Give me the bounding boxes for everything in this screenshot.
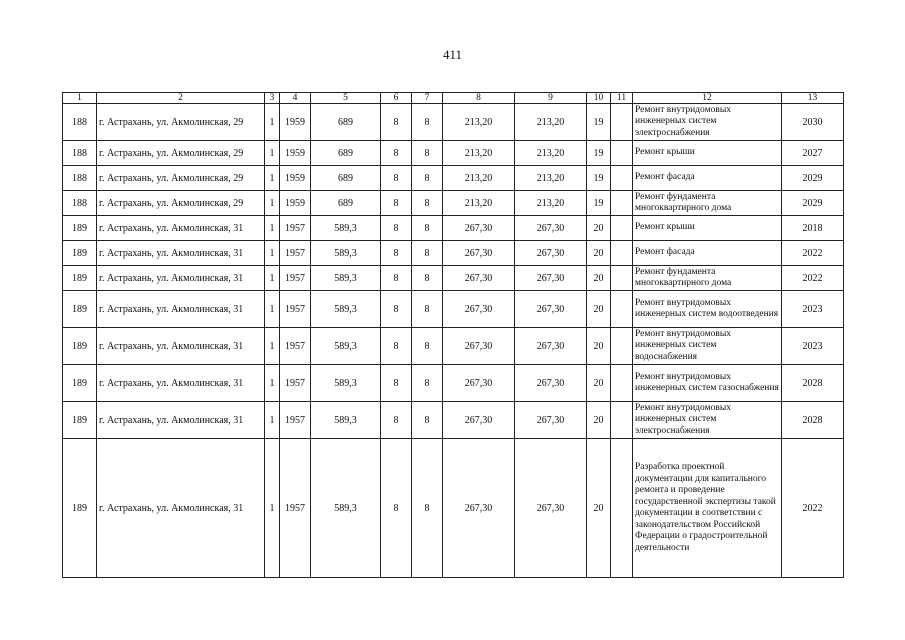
buildings-count-cell: 1	[265, 141, 280, 166]
header-cell: 6	[381, 93, 412, 104]
year-cell: 2029	[782, 191, 844, 216]
table-row	[63, 191, 844, 216]
living-area-cell: 213,20	[443, 141, 515, 166]
area-total-cell: 267,30	[515, 365, 587, 402]
table-row	[63, 166, 844, 191]
total-area-cell: 689	[311, 104, 381, 141]
row-number-cell: 189	[63, 266, 97, 291]
area-total-cell: 267,30	[515, 291, 587, 328]
work-type-cell: Ремонт крыши	[633, 216, 782, 241]
storeys-cell: 8	[412, 328, 443, 365]
total-area-cell: 689	[311, 191, 381, 216]
header-cell: 1	[63, 93, 97, 104]
year-cell: 2028	[782, 365, 844, 402]
address-cell: г. Астрахань, ул. Акмолинская, 29	[97, 191, 265, 216]
row-number-cell: 189	[63, 402, 97, 439]
build-year-cell: 1959	[280, 166, 311, 191]
area-total-cell: 267,30	[515, 216, 587, 241]
area-total-cell: 267,30	[515, 328, 587, 365]
residents-cell: 20	[587, 241, 611, 266]
blank-cell	[611, 216, 633, 241]
buildings-count-cell: 1	[265, 328, 280, 365]
floors-cell: 8	[381, 104, 412, 141]
table-row	[63, 402, 844, 439]
blank-cell	[611, 141, 633, 166]
total-area-cell: 589,3	[311, 241, 381, 266]
total-area-cell: 589,3	[311, 266, 381, 291]
living-area-cell: 267,30	[443, 266, 515, 291]
work-type-cell: Ремонт фундамента многоквартирного дома	[633, 266, 782, 291]
repair-schedule-table	[62, 92, 844, 578]
area-total-cell: 213,20	[515, 166, 587, 191]
blank-cell	[611, 402, 633, 439]
year-cell: 2023	[782, 291, 844, 328]
blank-cell	[611, 191, 633, 216]
floors-cell: 8	[381, 439, 412, 578]
residents-cell: 20	[587, 291, 611, 328]
buildings-count-cell: 1	[265, 266, 280, 291]
table-row	[63, 291, 844, 328]
column-number-header-row	[63, 93, 844, 104]
table-row	[63, 216, 844, 241]
header-cell: 8	[443, 93, 515, 104]
build-year-cell: 1957	[280, 328, 311, 365]
build-year-cell: 1959	[280, 104, 311, 141]
row-number-cell: 188	[63, 191, 97, 216]
header-cell: 4	[280, 93, 311, 104]
residents-cell: 19	[587, 166, 611, 191]
work-type-cell: Ремонт внутридомовых инженерных систем водоснабжения	[633, 328, 782, 365]
living-area-cell: 213,20	[443, 191, 515, 216]
living-area-cell: 267,30	[443, 439, 515, 578]
total-area-cell: 589,3	[311, 216, 381, 241]
header-cell: 7	[412, 93, 443, 104]
build-year-cell: 1957	[280, 266, 311, 291]
address-cell: г. Астрахань, ул. Акмолинская, 31	[97, 328, 265, 365]
work-type-cell: Ремонт фундамента многоквартирного дома	[633, 191, 782, 216]
storeys-cell: 8	[412, 402, 443, 439]
storeys-cell: 8	[412, 216, 443, 241]
table-row	[63, 141, 844, 166]
residents-cell: 20	[587, 402, 611, 439]
living-area-cell: 213,20	[443, 104, 515, 141]
table-row	[63, 266, 844, 291]
work-type-cell: Ремонт внутридомовых инженерных систем электроснабжения	[633, 104, 782, 141]
total-area-cell: 689	[311, 166, 381, 191]
floors-cell: 8	[381, 266, 412, 291]
address-cell: г. Астрахань, ул. Акмолинская, 29	[97, 141, 265, 166]
row-number-cell: 188	[63, 141, 97, 166]
year-cell: 2027	[782, 141, 844, 166]
work-type-cell: Ремонт внутридомовых инженерных систем водоотведения	[633, 291, 782, 328]
row-number-cell: 189	[63, 291, 97, 328]
year-cell: 2030	[782, 104, 844, 141]
storeys-cell: 8	[412, 191, 443, 216]
buildings-count-cell: 1	[265, 191, 280, 216]
address-cell: г. Астрахань, ул. Акмолинская, 31	[97, 291, 265, 328]
page-number: 411	[442, 47, 463, 62]
storeys-cell: 8	[412, 365, 443, 402]
floors-cell: 8	[381, 241, 412, 266]
build-year-cell: 1957	[280, 241, 311, 266]
blank-cell	[611, 328, 633, 365]
living-area-cell: 267,30	[443, 328, 515, 365]
area-total-cell: 213,20	[515, 141, 587, 166]
table-row	[63, 104, 844, 141]
address-cell: г. Астрахань, ул. Акмолинская, 31	[97, 266, 265, 291]
residents-cell: 20	[587, 439, 611, 578]
blank-cell	[611, 166, 633, 191]
address-cell: г. Астрахань, ул. Акмолинская, 31	[97, 241, 265, 266]
blank-cell	[611, 439, 633, 578]
build-year-cell: 1957	[280, 216, 311, 241]
buildings-count-cell: 1	[265, 104, 280, 141]
buildings-count-cell: 1	[265, 216, 280, 241]
header-cell: 9	[515, 93, 587, 104]
floors-cell: 8	[381, 141, 412, 166]
year-cell: 2022	[782, 241, 844, 266]
header-cell: 5	[311, 93, 381, 104]
work-type-cell: Ремонт фасада	[633, 166, 782, 191]
residents-cell: 19	[587, 104, 611, 141]
build-year-cell: 1957	[280, 291, 311, 328]
row-number-cell: 189	[63, 241, 97, 266]
storeys-cell: 8	[412, 104, 443, 141]
total-area-cell: 589,3	[311, 439, 381, 578]
header-cell: 12	[633, 93, 782, 104]
address-cell: г. Астрахань, ул. Акмолинская, 29	[97, 104, 265, 141]
header-cell: 11	[611, 93, 633, 104]
work-type-cell: Ремонт внутридомовых инженерных систем газоснабжения	[633, 365, 782, 402]
residents-cell: 20	[587, 328, 611, 365]
living-area-cell: 213,20	[443, 166, 515, 191]
floors-cell: 8	[381, 291, 412, 328]
total-area-cell: 589,3	[311, 291, 381, 328]
address-cell: г. Астрахань, ул. Акмолинская, 31	[97, 216, 265, 241]
address-cell: г. Астрахань, ул. Акмолинская, 29	[97, 166, 265, 191]
year-cell: 2028	[782, 402, 844, 439]
table-row	[63, 328, 844, 365]
blank-cell	[611, 241, 633, 266]
year-cell: 2018	[782, 216, 844, 241]
total-area-cell: 589,3	[311, 365, 381, 402]
work-type-cell: Разработка проектной документации для капитального ремонта и проведение государственной экспертизы такой документации в соответствии с законодательством Российской Федерации о градостроительной деятельности	[633, 439, 782, 578]
floors-cell: 8	[381, 166, 412, 191]
address-cell: г. Астрахань, ул. Акмолинская, 31	[97, 439, 265, 578]
area-total-cell: 267,30	[515, 266, 587, 291]
address-cell: г. Астрахань, ул. Акмолинская, 31	[97, 365, 265, 402]
row-number-cell: 188	[63, 166, 97, 191]
row-number-cell: 189	[63, 216, 97, 241]
header-cell: 10	[587, 93, 611, 104]
blank-cell	[611, 291, 633, 328]
floors-cell: 8	[381, 216, 412, 241]
storeys-cell: 8	[412, 291, 443, 328]
floors-cell: 8	[381, 402, 412, 439]
area-total-cell: 267,30	[515, 439, 587, 578]
row-number-cell: 189	[63, 365, 97, 402]
total-area-cell: 589,3	[311, 402, 381, 439]
residents-cell: 20	[587, 216, 611, 241]
year-cell: 2023	[782, 328, 844, 365]
buildings-count-cell: 1	[265, 291, 280, 328]
residents-cell: 20	[587, 365, 611, 402]
buildings-count-cell: 1	[265, 402, 280, 439]
buildings-count-cell: 1	[265, 166, 280, 191]
build-year-cell: 1957	[280, 365, 311, 402]
total-area-cell: 589,3	[311, 328, 381, 365]
storeys-cell: 8	[412, 439, 443, 578]
residents-cell: 20	[587, 266, 611, 291]
buildings-count-cell: 1	[265, 439, 280, 578]
buildings-count-cell: 1	[265, 365, 280, 402]
row-number-cell: 189	[63, 439, 97, 578]
table-row	[63, 439, 844, 578]
living-area-cell: 267,30	[443, 291, 515, 328]
header-cell: 13	[782, 93, 844, 104]
build-year-cell: 1959	[280, 191, 311, 216]
living-area-cell: 267,30	[443, 241, 515, 266]
buildings-count-cell: 1	[265, 241, 280, 266]
blank-cell	[611, 365, 633, 402]
area-total-cell: 267,30	[515, 241, 587, 266]
address-cell: г. Астрахань, ул. Акмолинская, 31	[97, 402, 265, 439]
floors-cell: 8	[381, 328, 412, 365]
total-area-cell: 689	[311, 141, 381, 166]
area-total-cell: 213,20	[515, 104, 587, 141]
build-year-cell: 1959	[280, 141, 311, 166]
table-row	[63, 241, 844, 266]
row-number-cell: 189	[63, 328, 97, 365]
living-area-cell: 267,30	[443, 216, 515, 241]
row-number-cell: 188	[63, 104, 97, 141]
area-total-cell: 267,30	[515, 402, 587, 439]
year-cell: 2022	[782, 266, 844, 291]
area-total-cell: 213,20	[515, 191, 587, 216]
floors-cell: 8	[381, 191, 412, 216]
header-cell: 2	[97, 93, 265, 104]
build-year-cell: 1957	[280, 439, 311, 578]
storeys-cell: 8	[412, 166, 443, 191]
storeys-cell: 8	[412, 241, 443, 266]
blank-cell	[611, 266, 633, 291]
blank-cell	[611, 104, 633, 141]
year-cell: 2022	[782, 439, 844, 578]
storeys-cell: 8	[412, 266, 443, 291]
year-cell: 2029	[782, 166, 844, 191]
living-area-cell: 267,30	[443, 365, 515, 402]
build-year-cell: 1957	[280, 402, 311, 439]
residents-cell: 19	[587, 191, 611, 216]
living-area-cell: 267,30	[443, 402, 515, 439]
storeys-cell: 8	[412, 141, 443, 166]
work-type-cell: Ремонт крыши	[633, 141, 782, 166]
table-row	[63, 365, 844, 402]
floors-cell: 8	[381, 365, 412, 402]
residents-cell: 19	[587, 141, 611, 166]
work-type-cell: Ремонт фасада	[633, 241, 782, 266]
header-cell: 3	[265, 93, 280, 104]
work-type-cell: Ремонт внутридомовых инженерных систем электроснабжения	[633, 402, 782, 439]
